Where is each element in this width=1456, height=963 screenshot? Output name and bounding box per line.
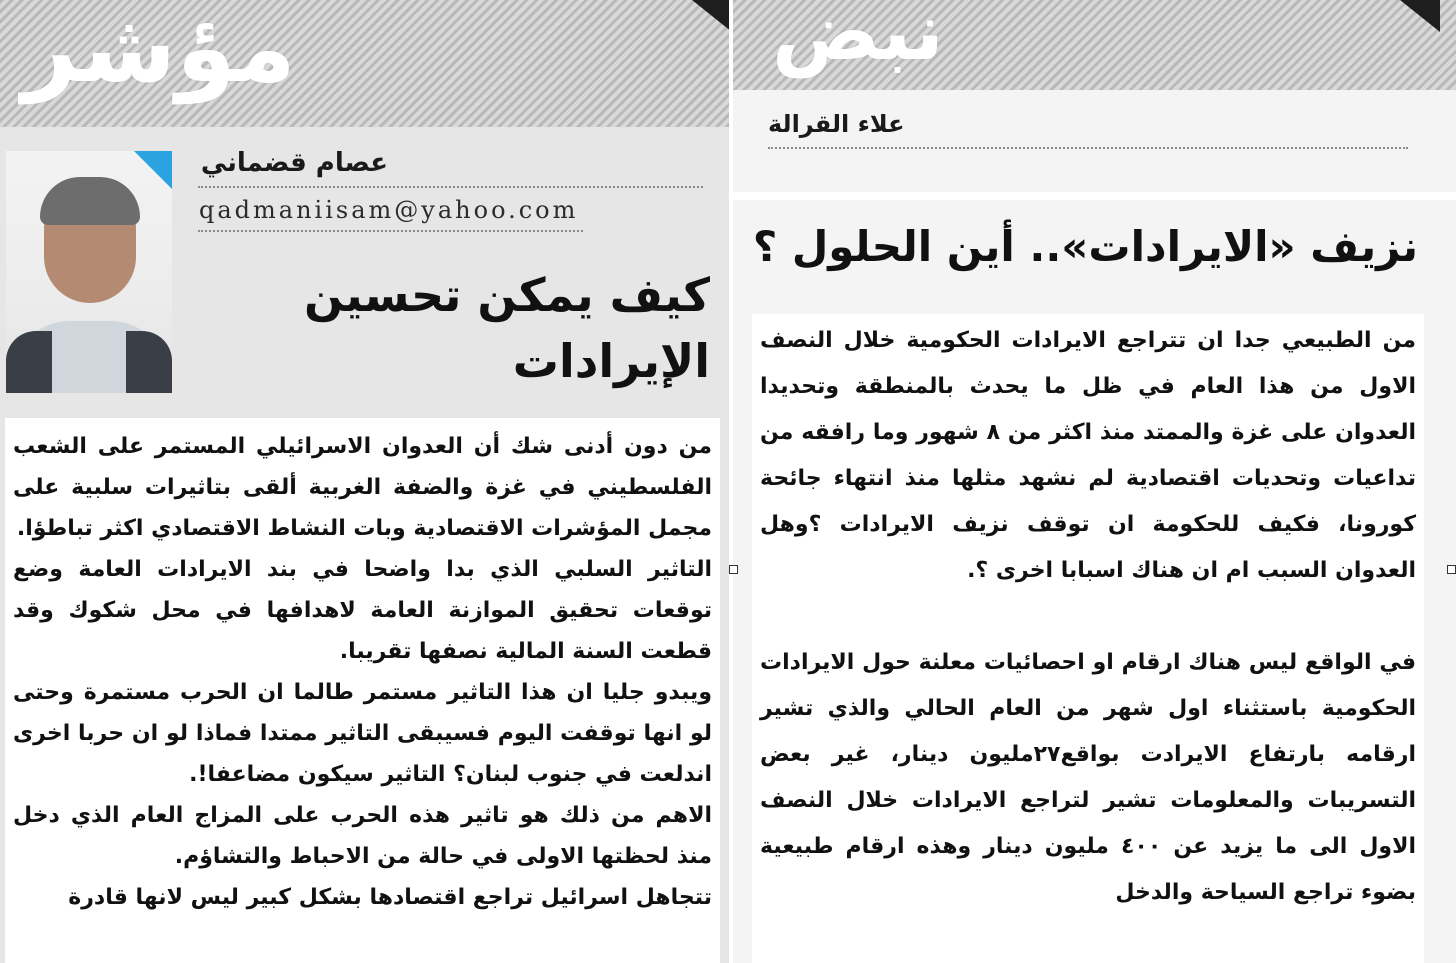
left-corner-tab [692,0,732,32]
resize-handle[interactable] [729,565,738,574]
resize-handle[interactable] [1447,565,1456,574]
paragraph: التاثير السلبي الذي بدا واضحا في بند الايرادات العامة وضع توقعات تحقيق الموازنة العامة لاهدافها في محل شكوك وقد قطعت السنة المالية نصفها تقريبا. [13,557,712,664]
section-separator [733,192,1456,200]
dotted-divider [198,186,703,188]
right-article-title: نزيف «الايرادات».. أين الحلول ؟ [752,222,1418,271]
left-banner-word: مؤشر [22,0,296,104]
paragraph: في الواقع ليس هناك ارقام او احصائيات معلنة حول الايرادات الحكومية باستثناء اول شهر من العام الحالي والذي تشير ارقامه بارتفاع الايرادت بواقع٢٧مليون دينار، غير بعض التسريبات والمعلومات تشير لتراجع الايرادات خلال النصف الاول الى ما يزيد عن ٤٠٠ مليون دينار وهذه ارقام طبيعية بضوء تراجع السياحة والدخل [760,650,1417,905]
left-article-title: كيف يمكن تحسين الإيرادات [303,268,710,388]
left-author-name: عصام قضماني [200,148,388,178]
right-author-name: علاء القرالة [768,110,905,138]
right-banner-word: نبض [772,0,944,78]
left-article-body [5,418,720,963]
paragraph: ويبدو جليا ان هذا التاثير مستمر طالما ان الحرب مستمرة وحتى لو انها توقفت اليوم فسيبقى التاثير ممتدا فماذا لو ان حربا اخرى اندلعت في جنوب لبنان؟ التاثير سيكون مضاعفا!. [13,680,712,787]
photo-corner-accent [134,151,172,189]
paragraph: من دون أدنى شك أن العدوان الاسرائيلي المستمر على الشعب الفلسطيني في غزة والضفة الغربية ألقى بتاثيرات سلبية على مجمل المؤشرات الاقتصادية وبات النشاط الاقتصادي اكثر تباطؤا. [13,434,712,541]
dotted-divider [768,147,1408,149]
dotted-divider [198,230,583,232]
left-author-email: qadmaniisam@yahoo.com [199,196,579,224]
paragraph: من الطبيعي جدا ان تتراجع الايرادات الحكومية خلال النصف الاول من هذا العام في ظل ما يحدث بالمنطقة وتحديدا العدوان على غزة والممتد منذ اكثر من ٨ شهور وما رافقه من تداعيات وتحديات اقتصادية لم نشهد مثلها منذ انتهاء جائحة كورونا، فكيف للحكومة ان توقف نزيف الايرادات ؟وهل العدوان السبب ام ان هناك اسبابا اخرى ؟. [760,328,1417,583]
paragraph: تتجاهل اسرائيل تراجع اقتصادها بشكل كبير ليس لانها قادرة [68,885,712,910]
right-corner-tab [1400,0,1440,32]
right-article-body [752,314,1424,963]
author-photo [6,151,172,393]
paragraph: الاهم من ذلك هو تاثير هذه الحرب على المزاج العام الذي دخل منذ لحظتها الاولى في حالة من الاحباط والتشاؤم. [13,803,712,869]
